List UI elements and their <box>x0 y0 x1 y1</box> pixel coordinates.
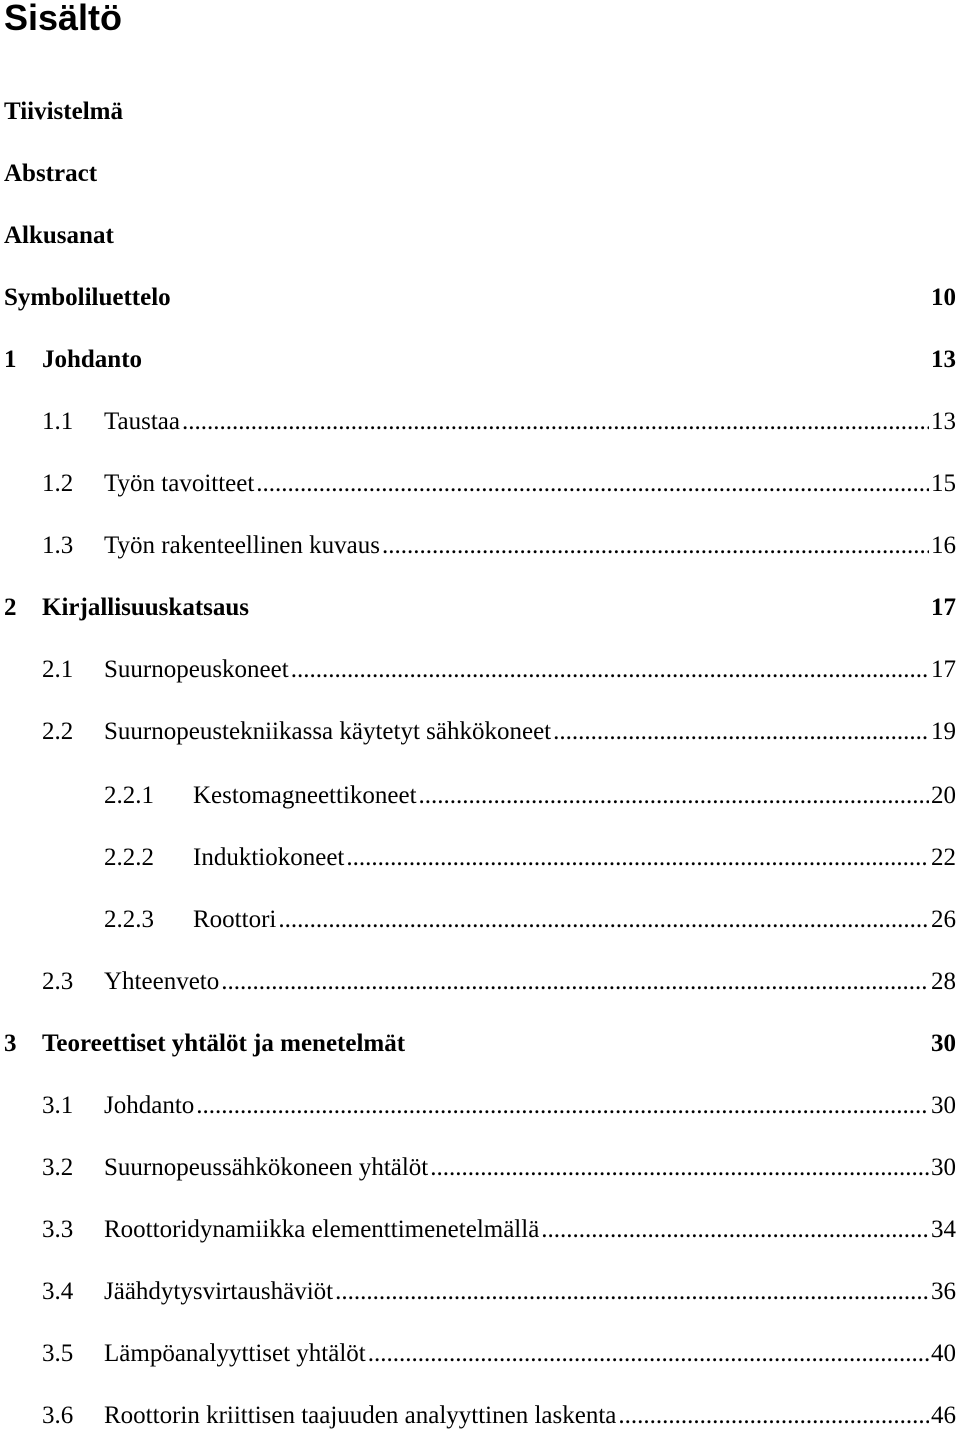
toc-entry-number: 3 <box>4 1030 17 1057</box>
toc-entry-title: Kirjallisuuskatsaus <box>42 594 250 621</box>
toc-entry-number: 1.2 <box>42 470 74 497</box>
toc-entry-title: Johdanto <box>104 1092 195 1119</box>
toc-entry-page: 15 <box>931 470 956 497</box>
dot-leader <box>278 902 929 938</box>
toc-entry-title: Suurnopeussähkökoneen yhtälöt <box>104 1154 429 1181</box>
dot-leader <box>256 466 929 502</box>
toc-entry-title: Yhteenveto <box>104 968 220 995</box>
toc-entry-number: 3.6 <box>42 1402 74 1429</box>
toc-entry-title: Teoreettiset yhtälöt ja menetelmät <box>42 1030 406 1057</box>
toc-entry[interactable] <box>4 590 956 626</box>
toc-entry-title: Roottorin kriittisen taajuuden analyyttinen laskenta <box>104 1402 617 1429</box>
toc-entry[interactable] <box>42 964 956 1000</box>
toc-entry-page: 19 <box>931 718 956 745</box>
toc-entry-number: 3.3 <box>42 1216 74 1243</box>
toc-entry-number: 2.3 <box>42 968 74 995</box>
toc-entry-title: Taustaa <box>104 408 180 435</box>
toc-entry-number: 2 <box>4 594 17 621</box>
toc-entry-page: 13 <box>931 408 956 435</box>
toc-entry[interactable] <box>42 404 956 440</box>
toc-entry[interactable] <box>4 94 956 130</box>
toc-entry-page: 30 <box>931 1030 956 1057</box>
dot-leader <box>419 778 929 814</box>
dot-leader <box>541 1212 929 1248</box>
toc-entry-page: 46 <box>931 1402 956 1429</box>
toc-entry[interactable] <box>42 528 956 564</box>
toc-entry-title: Roottoridynamiikka elementtimenetelmällä <box>104 1216 540 1243</box>
toc-entry[interactable] <box>4 342 956 378</box>
toc-entry[interactable] <box>42 714 956 750</box>
toc-entry-title: Suurnopeustekniikassa käytetyt sähkökoneet <box>104 718 552 745</box>
toc-entry-number: 2.2.2 <box>104 844 154 871</box>
toc-entry[interactable] <box>104 902 956 938</box>
toc-entry-number: 2.2 <box>42 718 74 745</box>
toc-entry-page: 26 <box>931 906 956 933</box>
dot-leader <box>553 714 929 750</box>
toc-entry-number: 2.1 <box>42 656 74 683</box>
toc-entry-page: 16 <box>931 532 956 559</box>
toc-entry-number: 3.2 <box>42 1154 74 1181</box>
toc-entry[interactable] <box>104 840 956 876</box>
toc-entry-page: 20 <box>931 782 956 809</box>
toc-entry-title: Alkusanat <box>4 222 114 249</box>
dot-leader <box>368 1336 929 1372</box>
toc-entry-title: Työn tavoitteet <box>104 470 255 497</box>
toc-entry-title: Työn rakenteellinen kuvaus <box>104 532 380 559</box>
toc-entry-page: 30 <box>931 1154 956 1181</box>
toc-entry-page: 22 <box>931 844 956 871</box>
toc-entry-number: 3.5 <box>42 1340 74 1367</box>
toc-entry-page: 40 <box>931 1340 956 1367</box>
toc-entry[interactable] <box>4 280 956 316</box>
dot-leader <box>346 840 929 876</box>
toc-entry[interactable] <box>42 1274 956 1310</box>
toc-entry-page: 10 <box>931 284 956 311</box>
toc-entry[interactable] <box>42 1398 956 1434</box>
toc-entry[interactable] <box>4 1026 956 1062</box>
dot-leader <box>618 1398 929 1434</box>
dot-leader <box>221 964 929 1000</box>
toc-entry-page: 28 <box>931 968 956 995</box>
toc-entry-title: Kestomagneettikoneet <box>193 782 417 809</box>
toc-entry-number: 1.1 <box>42 408 74 435</box>
dot-leader <box>335 1274 929 1310</box>
toc-entry-title: Suurnopeuskoneet <box>104 656 289 683</box>
dot-leader <box>291 652 929 688</box>
toc-entry-number: 1.3 <box>42 532 74 559</box>
toc-entry-title: Tiivistelmä <box>4 98 123 125</box>
toc-entry[interactable] <box>4 218 956 254</box>
toc-entry[interactable] <box>104 778 956 814</box>
toc-entry-title: Induktiokoneet <box>193 844 345 871</box>
toc-entry-page: 30 <box>931 1092 956 1119</box>
toc-entry-number: 3.4 <box>42 1278 74 1305</box>
toc-entry-number: 2.2.1 <box>104 782 154 809</box>
toc-entry-page: 13 <box>931 346 956 373</box>
dot-leader <box>430 1150 929 1186</box>
toc-entry-title: Lämpöanalyyttiset yhtälöt <box>104 1340 366 1367</box>
toc-entry-number: 2.2.3 <box>104 906 154 933</box>
toc-entry-title: Johdanto <box>42 346 143 373</box>
toc-entry-title: Abstract <box>4 160 98 187</box>
dot-leader <box>382 528 929 564</box>
dot-leader <box>196 1088 929 1124</box>
toc-entry[interactable] <box>42 1336 956 1372</box>
toc-entry-page: 17 <box>931 656 956 683</box>
toc-entry[interactable] <box>42 1150 956 1186</box>
toc-entry-title: Symboliluettelo <box>4 284 171 311</box>
toc-entry-title: Roottori <box>193 906 277 933</box>
toc-entry-number: 3.1 <box>42 1092 74 1119</box>
toc-entry[interactable] <box>4 156 956 192</box>
toc-entry-title: Jäähdytysvirtaushäviöt <box>104 1278 334 1305</box>
toc-entry-page: 17 <box>931 594 956 621</box>
toc-entry[interactable] <box>42 1088 956 1124</box>
toc-entry-page: 34 <box>931 1216 956 1243</box>
dot-leader <box>182 404 929 440</box>
toc-entry-number: 1 <box>4 346 17 373</box>
page-title: Sisältö <box>4 0 123 38</box>
toc-entry[interactable] <box>42 1212 956 1248</box>
toc-entry-page: 36 <box>931 1278 956 1305</box>
toc-entry[interactable] <box>42 652 956 688</box>
toc-entry[interactable] <box>42 466 956 502</box>
